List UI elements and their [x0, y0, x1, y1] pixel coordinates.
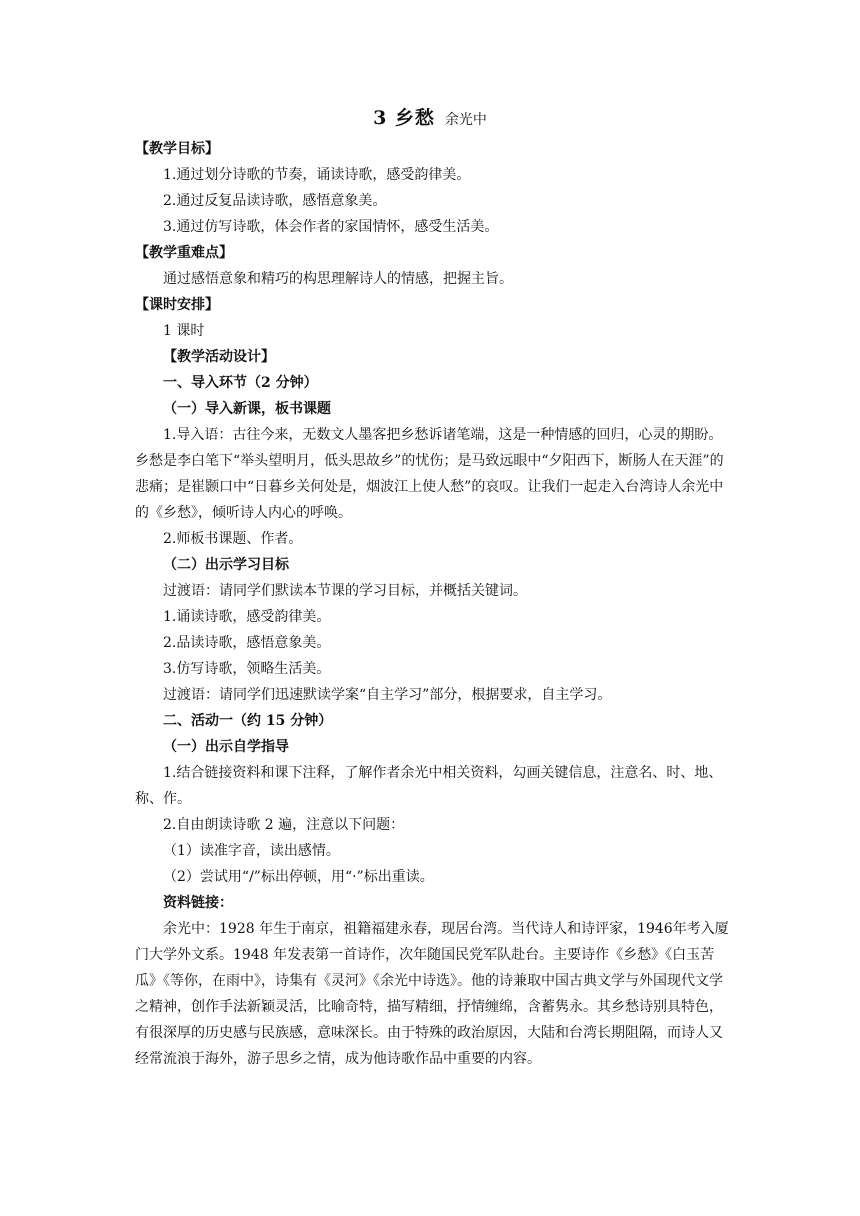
guide-item-2: 2.自由朗读诗歌 2 遍，注意以下问题：	[163, 817, 405, 833]
lesson-title	[0, 103, 860, 130]
goal-item: 2.通过反复品读诗歌，感悟意象美。	[163, 193, 387, 209]
intro-paragraph: 1.导入语：古往今来，无数文人墨客把乡愁诉诸笔端，这是一种情感的回归，心灵的期盼。乡愁是李白笔下“举头望明月，低头思故乡”的忧伤；是马致远眼中“夕阳西下，断肠人在天涯”的悲痛；是崔颢口中“日暮乡关何处是，烟波江上使人愁”的哀叹。让我们一起走入台湾诗人余光中的《乡愁》，倾听诗人内心的呼唤。	[135, 427, 724, 521]
transition-text-2: 过渡语：请同学们迅速默读学案“自主学习”部分，根据要求，自主学习。	[163, 687, 612, 703]
resource-link-heading: 资料链接：	[163, 895, 233, 911]
part1-subheading-2: （二）出示学习目标	[163, 557, 289, 573]
transition-text-1: 过渡语：请同学们默读本节课的学习目标，并概括关键词。	[163, 583, 527, 599]
part1-subheading-1: （一）导入新课，板书课题	[163, 401, 331, 417]
schedule-heading: 【课时安排】	[135, 297, 219, 313]
target-item: 2.品读诗歌，感悟意象美。	[163, 635, 331, 651]
key-points-heading: 【教学重难点】	[135, 245, 233, 261]
guide-item-2a: （1）读准字音，读出感情。	[163, 843, 340, 859]
board-writing-text: 2.师板书课题、作者。	[163, 531, 303, 547]
author-name: 余光中	[444, 112, 487, 128]
goal-item: 1.通过划分诗歌的节奏，诵读诗歌，感受韵律美。	[163, 167, 471, 183]
guide-item-1: 1.结合链接资料和课下注释，了解作者余光中相关资料，勾画关键信息，注意名、时、地、称、作。	[135, 765, 723, 807]
schedule-text: 1 课时	[163, 323, 205, 339]
part2-subheading-1: （一）出示自学指导	[163, 739, 289, 755]
target-item: 3.仿写诗歌，领略生活美。	[163, 661, 331, 677]
part2-heading: 二、活动一（约 15 分钟）	[163, 713, 333, 729]
title-text: 3 乡愁	[373, 107, 435, 129]
document-body	[135, 136, 730, 1072]
key-points-text: 通过感悟意象和精巧的构思理解诗人的情感，把握主旨。	[163, 271, 513, 287]
goals-heading: 【教学目标】	[135, 141, 219, 157]
guide-item-2b: （2）尝试用“/”标出停顿，用“·”标出重读。	[163, 869, 434, 885]
author-bio-paragraph: 余光中：1928 年生于南京，祖籍福建永春，现居台湾。当代诗人和诗评家，1946年考入厦门大学外文系。1948 年发表第一首诗作，次年随国民党军队赴台。主要诗作《乡愁》《白玉苦瓜》《等你，在雨中》，诗集有《灵河》《余光中诗选》。他的诗兼取中国古典文学与外国现代文学之精神，创作手法新颖灵活，比喻奇特，描写精细，抒情缠绵，含蓄隽永。其乡愁诗别具特色，有很深厚的历史感与民族感，意味深长。由于特殊的政治原因，大陆和台湾长期阻隔，而诗人又经常流浪于海外，游子思乡之情，成为他诗歌作品中重要的内容。	[135, 921, 729, 1067]
goal-item: 3.通过仿写诗歌，体会作者的家国情怀，感受生活美。	[163, 219, 499, 235]
activity-design-heading: 【教学活动设计】	[163, 349, 275, 365]
part1-heading: 一、导入环节（2 分钟）	[163, 375, 318, 391]
target-item: 1.诵读诗歌，感受韵律美。	[163, 609, 331, 625]
